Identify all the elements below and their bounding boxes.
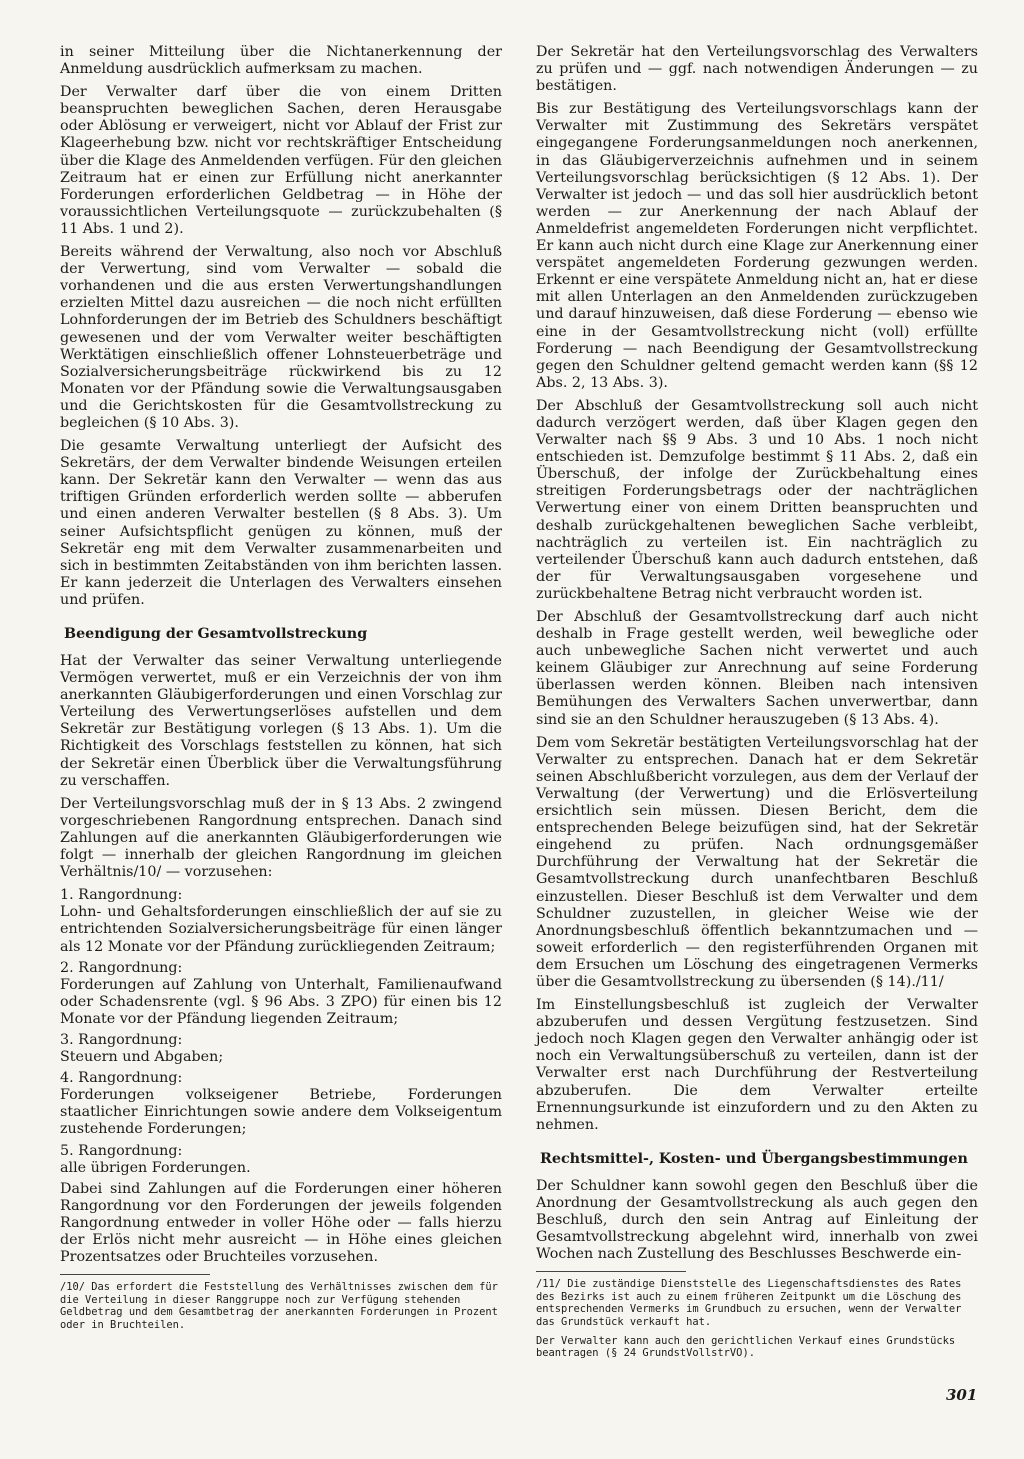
paragraph: in seiner Mitteilung über die Nichtanerkennung der Anmeldung ausdrücklich aufmerksam zu machen. [60, 44, 502, 78]
footnote-divider [60, 1274, 210, 1275]
paragraph: Der Schuldner kann sowohl gegen den Beschluß über die Anordnung der Gesamtvollstreckung als auch gegen den Beschluß, durch den sein Antrag auf Einleitung der Gesamtvollstreckung abgelehnt wird, innerhalb von zwei Wochen nach Zustellung des Beschlusses Beschwerde ein- [536, 1177, 978, 1263]
section-heading: Rechtsmittel-, Kosten- und Übergangsbestimmungen [540, 1150, 968, 1167]
paragraph: Bereits während der Verwaltung, also noch vor Abschluß der Verwertung, sind vom Verwalter — sobald die vorhandenen und die aus ersten Verwertungshandlungen erzielten Mittel dazu ausreichen — die noch nicht erfüllten Lohnforderungen der im Betrieb des Schuldners beschäftigt gewesenen und der vom Verwalter weiter beschäftigten Werktätigen einschließlich offener Lohnsteuerbeträge und Sozialversicherungsbeiträge rückwirkend bis zu 12 Monaten vor der Pfändung sowie die Verwaltungsausgaben und die Gerichtskosten für die Gesamtvollstreckung zu begleichen (§ 10 Abs. 3). [60, 244, 502, 431]
paragraph: Die gesamte Verwaltung unterliegt der Aufsicht des Sekretärs, der dem Verwalter bindende Weisungen erteilen kann. Der Sekretär kann den Verwalter — wenn das aus triftigen Gründen erforderlich werden sollte — abberufen und einen anderen Verwalter bestellen (§ 8 Abs. 3). Um seiner Aufsichtspflicht genügen zu können, muß der Sekretär eng mit dem Verwalter zusammenarbeiten und sich in bestimmten Zeitabständen von ihm berichten lassen. Er kann jederzeit die Unterlagen des Verwalters einsehen und prüfen. [60, 438, 502, 608]
paragraph: Im Einstellungsbeschluß ist zugleich der Verwalter abzuberufen und dessen Vergütung festzusetzen. Sind jedoch noch Klagen gegen den Verwalter anhängig oder ist noch ein Verwaltungsüberschuß zu verteilen, dann ist der Verwalter erst nach Durchführung der Restverteilung abzuberufen. Die dem Verwalter erteilte Ernennungsurkunde ist einzufordern und zu den Akten zu nehmen. [536, 997, 978, 1133]
rank-title: 3. Rangordnung: [60, 1031, 183, 1048]
paragraph: Dem vom Sekretär bestätigten Verteilungsvorschlag hat der Verwalter zu entsprechen. Danach hat er dem Sekretär seinen Abschlußbericht vorzulegen, aus dem der Verlauf der Verwaltung (der Verwertung) und die Erlösverteilung ersichtlich sein müssen. Diesen Bericht, dem die entsprechenden Belege beizufügen sind, hat der Sekretär eingehend zu prüfen. Nach ordnungsgemäßer Durchführung der Verwaltung hat der Sekretär die Gesamtvollstreckung durch unanfechtbaren Beschluß einzustellen. Dieser Beschluß ist dem Verwalter und dem Schuldner zuzustellen, in gleicher Weise wie der Anordnungsbeschluß öffentlich bekanntzumachen und — soweit erforderlich — den registerführenden Organen mit dem Ersuchen um Löschung des eingetragenen Vermerks über die Gesamtvollstreckung zu übersenden (§ 14)./11/ [536, 734, 978, 990]
footnote-11: /11/ Die zuständige Dienststelle des Liegenschaftsdienstes des Rates des Bezirks ist auch zu einem früheren Zeitpunkt um die Löschung des entsprechenden Vermerks im Grundbuch zu ersuchen, wenn der Verwalter das Grundstück verkauft hat. [536, 1278, 962, 1329]
rank-item [60, 960, 502, 1028]
rank-text: Forderungen volkseigener Betriebe, Forderungen staatlicher Einrichtungen sowie andere dem Volkseigentum zustehende Forderungen; [60, 1087, 502, 1138]
footnote-divider [536, 1271, 686, 1272]
paragraph: Bis zur Bestätigung des Verteilungsvorschlags kann der Verwalter mit Zustimmung des Sekretärs verspätet eingegangene Forderungsanmeldungen noch anerkennen, in das Gläubigerverzeichnis aufnehmen und in seinem Verteilungsvorschlag berücksichtigen (§ 12 Abs. 1). Der Verwalter ist jedoch — und das soll hier ausdrücklich betont werden — zur Anerkennung der nach Ablauf der Anmeldefrist angemeldeten Forderungen nicht verpflichtet. Er kann auch nicht durch eine Klage zur Anerkennung einer verspätet angemeldeten Forderung gezwungen werden. Erkennt er eine verspätete Anmeldung nicht an, hat er diese mit allen Unterlagen an den Anmeldenden zurückzugeben und darauf hinzuweisen, daß diese Forderung — ebenso wie eine in der Gesamtvollstreckung nicht (voll) erfüllte Forderung — nach Beendigung der Gesamtvollstreckung gegen den Schuldner geltend gemacht werden kann (§§ 12 Abs. 2, 13 Abs. 3). [536, 101, 978, 391]
footnote-10: /10/ Das erfordert die Feststellung des Verhältnisses zwischen dem für die Verteilung in dieser Ranggruppe noch zur Verfügung stehenden Geldbetrag und dem Gesamtbetrag der anerkannten Forderungen in Prozent oder in Bruchteilen. [60, 1281, 498, 1331]
paragraph: Der Abschluß der Gesamtvollstreckung soll auch nicht dadurch verzögert werden, daß über Klagen gegen den Verwalter nach §§ 9 Abs. 3 und 10 Abs. 1 noch nicht entschieden ist. Demzufolge bestimmt § 11 Abs. 2, daß ein Überschuß, der infolge der Zurückbehaltung eines streitigen Forderungsbetrags oder der nachträglichen Verwertung einer von einem Dritten beanspruchten und deshalb zurückgehaltenen beweglichen Sache verbleibt, nachträglich zu verteilen ist. Ein nachträglich zu verteilender Überschuß kann auch dadurch entstehen, daß der für Verwaltungsausgaben vorgesehene und zurückbehaltene Betrag nicht verbraucht worden ist. [536, 397, 978, 602]
section-heading: Beendigung der Gesamtvollstreckung [64, 626, 368, 642]
paragraph: Der Verwalter darf über die von einem Dritten beanspruchten beweglichen Sachen, deren Herausgabe oder Ablösung er verweigert, nicht vor Ablauf der Frist zur Klageerhebung bzw. nicht vor rechtskräftiger Entscheidung über die Klage des Anmeldenden verfügen. Für den gleichen Zeitraum hat er einen zur Erfüllung nicht anerkannter Forderungen erforderlichen Geldbetrag — in Höhe der voraussichtlichen Verteilungsquote — zurückzubehalten (§ 11 Abs. 1 und 2). [60, 84, 502, 237]
rank-title: 1. Rangordnung: [60, 887, 183, 904]
paragraph: Der Verteilungsvorschlag muß der in § 13 Abs. 2 zwingend vorgeschriebenen Rangordnung entsprechen. Danach sind Zahlungen auf die anerkannten Gläubigerforderungen wie folgt — innerhalb der gleichen Rangordnung im gleichen Verhältnis/10/ — vorzusehen: [60, 795, 502, 881]
rank-text: Steuern und Abgaben; [60, 1049, 224, 1066]
rank-title: 2. Rangordnung: [60, 959, 183, 976]
rank-title: 4. Rangordnung: [60, 1070, 183, 1087]
rank-title: 5. Rangordnung: [60, 1142, 183, 1159]
footnote-continuation: Der Verwalter kann auch den gerichtlichen Verkauf eines Grundstücks beantragen (§ 24 GrundstVollstrVO). [536, 1334, 956, 1360]
paragraph: Hat der Verwalter das seiner Verwaltung unterliegende Vermögen verwertet, muß er ein Verzeichnis der von ihm anerkannten Gläubigerforderungen und einen Vorschlag zur Verteilung des Verwertungserlöses aufstellen und dem Sekretär zur Bestätigung vorlegen (§ 13 Abs. 1). Um die Richtigkeit des Vorschlags feststellen zu können, hat sich der Sekretär einen Überblick über die Verwaltungsführung zu verschaffen. [60, 653, 502, 789]
rank-item [60, 887, 502, 955]
rank-text: Lohn- und Gehaltsforderungen einschließlich der auf sie zu entrichtenden Sozialversicherungsbeiträge für einen länger als 12 Monate vor der Pfändung zurückliegenden Zeitraum; [60, 904, 502, 955]
right-column [536, 44, 978, 1366]
left-column [60, 44, 502, 1338]
rank-text: alle übrigen Forderungen. [60, 1159, 251, 1176]
paragraph: Der Sekretär hat den Verteilungsvorschlag des Verwalters zu prüfen und — ggf. nach notwendigen Änderungen — zu bestätigen. [536, 44, 978, 95]
rank-item [60, 1070, 502, 1138]
rank-item [60, 1032, 502, 1066]
paragraph: Dabei sind Zahlungen auf die Forderungen einer höheren Rangordnung vor den Forderungen der jeweils folgenden Rangordnung entweder in voller Höhe oder — falls hierzu der Erlös nicht mehr ausreicht — in Höhe eines gleichen Prozentsatzes oder Bruchteiles vorzusehen. [60, 1180, 502, 1266]
page-number: 301 [946, 1386, 978, 1404]
rank-text: Forderungen auf Zahlung von Unterhalt, Familienaufwand oder Schadensrente (vgl. § 96 Abs. 3 ZPO) für einen bis 12 Monate vor der Pfändung liegenden Zeitraum; [60, 976, 502, 1027]
paragraph: Der Abschluß der Gesamtvollstreckung darf auch nicht deshalb in Frage gestellt werden, weil bewegliche oder auch unbewegliche Sachen nicht verwertet und auch keinem Gläubiger zur Anrechnung auf seine Forderung überlassen werden können. Bleiben nach intensiven Bemühungen des Verwalters Sachen unverwertbar, dann sind sie an den Schuldner herauszugeben (§ 13 Abs. 4). [536, 609, 978, 728]
rank-item [60, 1143, 502, 1177]
